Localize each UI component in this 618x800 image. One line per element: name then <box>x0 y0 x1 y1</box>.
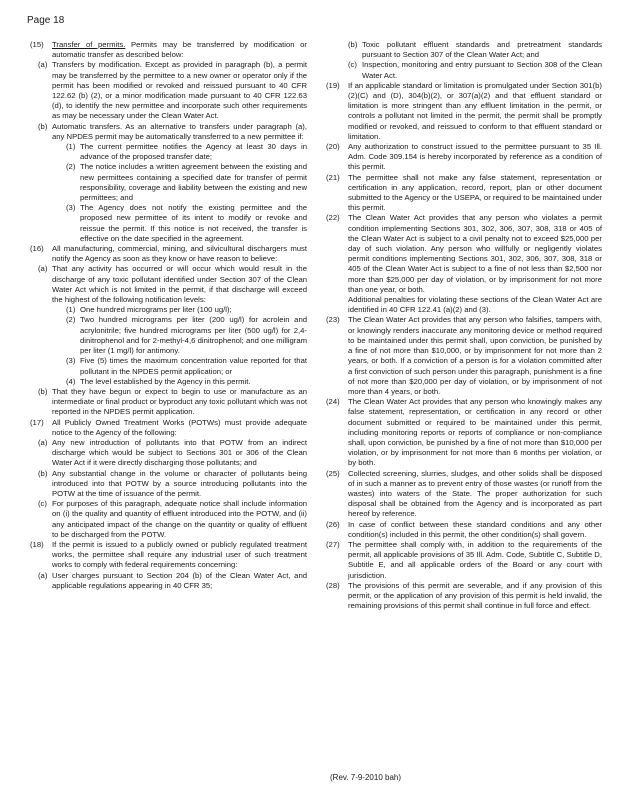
item-number: (a) <box>38 264 48 274</box>
item-number: (1) <box>66 142 76 152</box>
item-text: That any activity has occurred or will occur which would result in the discharge of any toxic pollutant identified under Section 307 of the Clean Water Act which is not limited in the permit, if that discharge will exceed the highest of the following notification levels: <box>52 264 307 305</box>
item-number: (a) <box>38 570 48 580</box>
permit-condition-item <box>66 162 307 203</box>
permit-condition-item <box>38 387 307 418</box>
item-text: If the permit is issued to a publicly owned or publicly regulated treatment works, the permittee shall require any industrial user of such treatment works to comply with federal requirements concerning: <box>52 539 307 570</box>
item-number: (15) <box>30 40 44 49</box>
item-text: Any new introduction of pollutants into that POTW from an indirect discharge which would be subject to Sections 301 or 306 of the Clean Water Act if it were directly discharging those pollutants; and <box>52 437 307 468</box>
item-number: (18) <box>30 539 44 549</box>
item-number: (2) <box>66 315 76 325</box>
permit-condition-item <box>38 499 307 540</box>
permit-condition-item <box>38 438 307 469</box>
item-text: That they have begun or expect to begin to use or manufacture as an intermediate or final product or byproduct any toxic pollutant which was not reported in the NPDES permit application. <box>52 386 307 417</box>
item-text: Collected screening, slurries, sludges, and other solids shall be disposed of in such a manner as to prevent entry of those wastes (or runoff from the wastes) into waters of the State. The proper authorization for such disposal shall be obtained from the Agency and is incorporated as part hereof by reference. <box>348 468 602 519</box>
permit-condition-item <box>66 356 307 376</box>
page-number: Page 18 <box>27 15 65 26</box>
item-text: The permittee shall not make any false statement, representation or certification in any application, record, report, plan or other document submitted to the Agency or the USEPA, or required to be maintained under this permit. <box>348 172 602 213</box>
permit-condition-item <box>326 397 602 468</box>
revision-footer: (Rev. 7-9-2010 bah) <box>330 773 401 782</box>
item-text: One hundred micrograms per liter (100 ug/l); <box>80 305 232 315</box>
item-text: All Publicly Owned Treatment Works (POTWs) must provide adequate notice to the Agency of the following: <box>52 417 307 437</box>
item-text: Toxic pollutant effluent standards and pretreatment standards pursuant to Section 307 of the Clean Water Act; and <box>362 40 602 60</box>
permit-condition-item <box>326 581 602 612</box>
item-text: The Clean Water Act provides that any person who knowingly makes any false statement, representation, or certification in any record or other document submitted or required to be maintained under this permit, including monitoring reports or reports of compliance or non-compliance shall, upon conviction, be punished by a fine of not more than $10,000 per violation, or by imprisonment for not more than 6 months per violation, or by both. <box>348 397 602 468</box>
item-number: (20) <box>326 142 340 152</box>
item-number: (28) <box>326 580 340 590</box>
item-number: (3) <box>66 356 76 366</box>
permit-condition-item <box>326 173 602 214</box>
permit-condition-item <box>30 244 307 264</box>
permit-condition-item <box>326 469 602 520</box>
item-text: For purposes of this paragraph, adequate notice shall include information on (i) the quality and quantity of effluent introduced into the POTW, and (ii) any anticipated impact of the change on the quantity or quality of effluent to be discharged from the POTW. <box>52 499 307 539</box>
permit-condition-item <box>66 377 307 387</box>
right-column <box>326 40 602 611</box>
item-number: (16) <box>30 244 44 254</box>
permit-condition-item <box>38 122 307 142</box>
item-number: (19) <box>326 80 340 90</box>
item-number: (26) <box>326 519 340 529</box>
item-number: (b) <box>348 40 358 49</box>
item-text: The Clean Water Act provides that any person who violates a permit condition implementing Sections 301, 302, 306, 307, 308, 318 or 405 of the Clean Water Act is subject to a civil penalty not to exceed $25,000 per day of such violation. Any person who willfully or negligently violates permit conditions implementing Sections 301, 302, 306, 307, 308, 318 or 405 of the Clean Water Act is subject to a fine of not less than $2,500 nor more than $25,000 per day of violation, or by imprisonment for not more than one year, or both. <box>348 213 602 294</box>
item-number: (17) <box>30 417 44 427</box>
permit-condition-item <box>326 213 602 295</box>
permit-condition-item <box>38 264 307 305</box>
item-number: (b) <box>38 468 48 478</box>
item-text: Automatic transfers. As an alternative to transfers under paragraph (a), any NPDES permit may be automatically transferred to a new permittee if: <box>52 121 307 141</box>
left-column <box>30 40 307 591</box>
permit-condition-item <box>38 571 307 591</box>
item-number: (1) <box>66 305 76 315</box>
item-text: Two hundred micrograms per liter (200 ug/l) for acrolein and acrylonitrile; five hundred micrograms per liter (500 ug/l) for 2,4-dinitrophenol and for 2-methyl-4,6 dinitrophenol; and one milligram per liter (1 mg/l) for antimony. <box>80 315 307 356</box>
permit-condition-item <box>30 540 307 571</box>
item-heading: Transfer of permits. <box>52 40 126 49</box>
permit-condition-item <box>326 315 602 397</box>
permit-condition-item <box>66 142 307 162</box>
item-text: Additional penalties for violating these sections of the Clean Water Act are identified in 40 CFR 122.41 (a)(2) and (3). <box>348 295 602 315</box>
item-text: The current permittee notifies the Agency at least 30 days in advance of the proposed transfer date; <box>80 142 307 162</box>
item-text: All manufacturing, commercial, mining, and silvicultural dischargers must notify the Agency as soon as they know or have reason to believe: <box>52 244 307 264</box>
permit-condition-item <box>30 418 307 438</box>
permit-condition-item <box>38 60 307 121</box>
item-number: (c) <box>348 60 357 70</box>
permit-condition-item <box>38 469 307 500</box>
item-number: (b) <box>38 386 48 396</box>
item-text: Any authorization to construct issued to the permittee pursuant to 35 Ill. Adm. Code 309.154 is hereby incorporated by reference as a condition of this permit. <box>348 142 602 172</box>
item-number: (24) <box>326 397 340 407</box>
permit-condition-item <box>348 40 602 60</box>
permit-condition-item <box>326 540 602 581</box>
item-number: (3) <box>66 203 76 213</box>
item-text: In case of conflict between these standard conditions and any other condition(s) included in this permit, the other condition(s) shall govern. <box>348 519 602 539</box>
permit-condition-item <box>66 315 307 356</box>
permit-condition-item <box>66 203 307 244</box>
item-text: The level established by the Agency in this permit. <box>80 376 251 386</box>
item-number: (22) <box>326 213 340 223</box>
permit-condition-item <box>348 295 602 315</box>
permit-condition-item <box>326 81 602 142</box>
item-number: (c) <box>38 499 47 509</box>
item-number: (4) <box>66 376 76 386</box>
item-number: (23) <box>326 315 340 325</box>
item-text: The provisions of this permit are severable, and if any provision of this permit, or the application of any provision of this permit is held invalid, the remaining provisions of this permit shall continue in full force and effect. <box>348 580 602 611</box>
item-text: The Clean Water Act provides that any person who falsifies, tampers with, or knowingly renders inaccurate any monitoring device or method required to be maintained under this permit shall, upon conviction, be punished by a fine of not more than $10,000, or by imprisonment for not more than 2 years, or both. If a conviction of a person is for a violation committed after a first conviction of such person under this paragraph, punishment is a fine of not more than $20,000 per day of violation, or by imprisonment of not more than 4 years, or both. <box>348 315 602 396</box>
permit-condition-item <box>326 520 602 540</box>
item-text: Any substantial change in the volume or character of pollutants being introduced into that POTW by a source introducing pollutants into the POTW at the time of issuance of the permit. <box>52 468 307 498</box>
permit-condition-item <box>66 305 307 315</box>
item-number: (2) <box>66 162 76 172</box>
item-text: User charges pursuant to Section 204 (b) of the Clean Water Act, and applicable regulations appearing in 40 CFR 35; <box>52 570 307 590</box>
item-number: (25) <box>326 468 340 478</box>
item-text: If an applicable standard or limitation is promulgated under Section 301(b)(2)(C) and (D), 304(b)(2), or 307(a)(2) and that effluent standard or limitation is more stringent than any effluent limitation in the permit, or controls a pollutant not limited in the permit, the permit shall be promptly modified or revoked, and reissued to conform to that effluent standard or limitation. <box>348 80 602 141</box>
item-text: Permits may be transferred by modification or automatic transfer as described below: <box>52 40 307 60</box>
item-text: The permittee shall comply with, in addition to the requirements of the permit, all applicable provisions of 35 Ill. Adm. Code, Subtitle C, Subtitle D, Subtitle E, and all applicable orders of the Board or any court with jurisdiction. <box>348 539 602 580</box>
permit-condition-item <box>348 60 602 80</box>
item-text: The notice includes a written agreement between the existing and new permittees containing a specified date for transfer of permit responsibility, coverage and liability between the existing and new permittees; and <box>80 162 307 203</box>
item-number: (21) <box>326 172 340 182</box>
item-text: Five (5) times the maximum concentration value reported for that pollutant in the NPDES permit application; or <box>80 356 307 376</box>
item-number: (a) <box>38 437 48 447</box>
item-text: Inspection, monitoring and entry pursuant to Section 308 of the Clean Water Act. <box>362 60 602 80</box>
permit-condition-item <box>326 142 602 173</box>
permit-condition-item <box>30 40 307 60</box>
item-text: Transfers by modification. Except as provided in paragraph (b), a permit may be transferred by the permittee to a new owner or operator only if the permit has been modified or revoked and reissued pursuant to 40 CFR 122.62 (b) (2), or a minor modification made pursuant to 40 CFR 122.63 (d), to identify the new permittee and incorporate such other requirements as may be necessary under the Clean Water Act. <box>52 60 307 121</box>
item-number: (b) <box>38 121 48 131</box>
item-number: (a) <box>38 60 48 70</box>
item-text: The Agency does not notify the existing permittee and the proposed new permittee of its intent to modify or revoke and reissue the permit. If this notice is not received, the transfer is effective on the date specified in the agreement. <box>80 203 307 243</box>
item-number: (27) <box>326 539 340 549</box>
